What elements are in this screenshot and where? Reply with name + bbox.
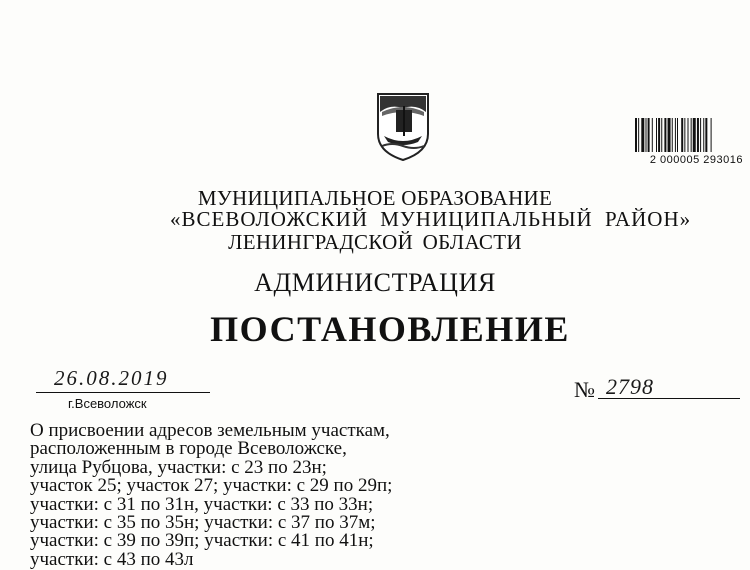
header-district: «ВСЕВОЛОЖСКИЙ МУНИЦИПАЛЬНЫЙ РАЙОН»: [170, 207, 692, 231]
document-subject: [30, 422, 470, 569]
subject-line: расположенным в городе Всеволожске,: [30, 438, 347, 460]
subject-line: участок 25; участок 27; участки: с 29 по 29п;: [30, 475, 393, 497]
document-type-title: ПОСТАНОВЛЕНИЕ: [210, 309, 570, 349]
header-region: ЛЕНИНГРАДСКОЙ ОБЛАСТИ: [228, 230, 522, 254]
subject-line: участки: с 31 по 31н, участки: с 33 по 33н;: [30, 493, 374, 515]
subject-line: О присвоении адресов земельным участкам,: [30, 420, 390, 441]
coat-of-arms-emblem: [374, 90, 432, 162]
barcode-number: 2 000005 293016: [649, 154, 743, 166]
header-administration: АДМИНИСТРАЦИЯ: [254, 268, 496, 297]
document-date: 26.08.2019: [54, 366, 169, 390]
subject-line: участки: с 35 по 35н; участки: с 37 по 37м;: [30, 512, 376, 534]
document-number: 2798: [606, 374, 654, 399]
barcode: [625, 118, 743, 168]
subject-line: участки: с 39 по 39п; участки: с 41 по 41н;: [30, 530, 374, 552]
subject-line: улица Рубцова, участки: с 23 по 23н;: [30, 456, 327, 478]
number-label: №: [574, 377, 595, 402]
subject-line: участки: с 43 по 43л: [30, 548, 194, 570]
header-municipality: МУНИЦИПАЛЬНОЕ ОБРАЗОВАНИЕ: [197, 186, 553, 210]
barcode-bars: [635, 118, 743, 152]
document-city: г.Всеволожск: [68, 396, 147, 411]
date-underline: [36, 392, 210, 393]
